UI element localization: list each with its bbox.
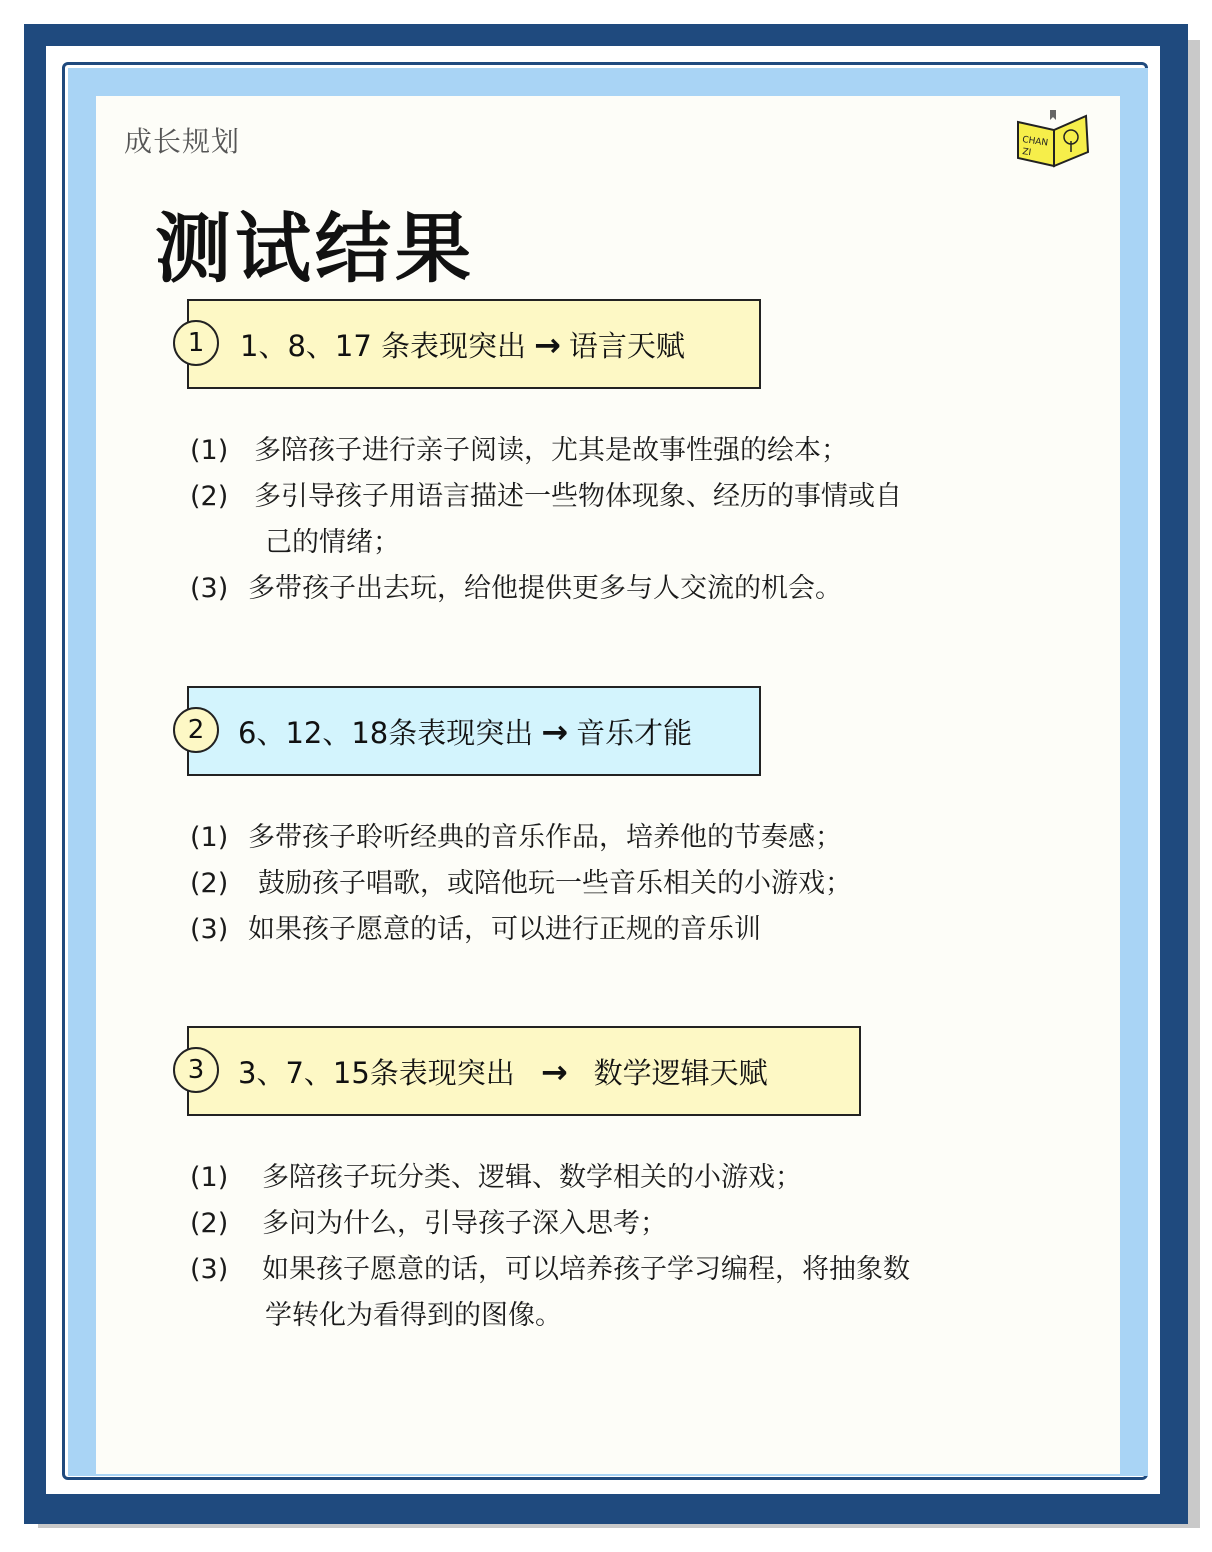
result-talent-1: 语言天赋 [568, 329, 685, 363]
result-criteria-3: 3、7、15条表现突出 [238, 1056, 515, 1090]
item-index: (2) [190, 868, 229, 899]
result-heading-3 [238, 1051, 768, 1092]
item-text: 多陪孩子进行亲子阅读，尤其是故事性强的绘本； [254, 435, 848, 466]
result-heading-1 [240, 324, 685, 365]
list-item [190, 1247, 910, 1286]
logo-text-line2: ZI [1021, 147, 1032, 159]
item-text: 多带孩子聆听经典的音乐作品，培养他的节奏感； [248, 822, 842, 853]
list-item-continuation: 学转化为看得到的图像。 [265, 1300, 562, 1331]
item-text: 鼓励孩子唱歌，或陪他玩一些音乐相关的小游戏； [258, 868, 852, 899]
item-index: (3) [190, 1254, 229, 1285]
result-criteria-1: 1、8、17 条表现突出 [240, 329, 527, 363]
category-label: 成长规划 [124, 125, 241, 158]
item-index: (1) [190, 1162, 229, 1193]
list-item-continuation: 己的情绪； [265, 527, 400, 558]
arrow-right-icon: → [534, 326, 561, 364]
book-logo-icon [1014, 108, 1094, 170]
list-item [190, 815, 842, 854]
list-item [190, 474, 902, 513]
list-item [190, 566, 842, 605]
item-text: 多问为什么，引导孩子深入思考； [262, 1208, 667, 1239]
page-title: 测试结果 [155, 204, 475, 293]
logo-text-line1: CHAN [1021, 135, 1049, 149]
item-index: (3) [190, 573, 229, 604]
item-index: (2) [190, 1208, 229, 1239]
arrow-right-icon: → [540, 1053, 568, 1091]
item-index: (3) [190, 914, 229, 945]
list-item [190, 861, 852, 900]
section-number-1: 1 [173, 320, 219, 366]
item-index: (1) [190, 822, 229, 853]
list-item [190, 1201, 667, 1240]
result-talent-2: 音乐才能 [576, 716, 693, 750]
list-item [190, 907, 761, 946]
list-item [190, 428, 848, 467]
section-number-3: 3 [173, 1047, 219, 1093]
section-number-2: 2 [173, 707, 219, 753]
item-index: (2) [190, 481, 229, 512]
item-text: 如果孩子愿意的话，可以进行正规的音乐训 [248, 914, 761, 945]
item-text: 多陪孩子玩分类、逻辑、数学相关的小游戏； [262, 1162, 802, 1193]
result-talent-3: 数学逻辑天赋 [593, 1056, 768, 1090]
item-index: (1) [190, 435, 229, 466]
item-text: 多带孩子出去玩，给他提供更多与人交流的机会。 [248, 573, 842, 604]
result-heading-2 [238, 711, 692, 752]
arrow-right-icon: → [541, 713, 569, 751]
item-text: 如果孩子愿意的话，可以培养孩子学习编程，将抽象数 [262, 1254, 910, 1285]
item-text: 多引导孩子用语言描述一些物体现象、经历的事情或自 [254, 481, 902, 512]
list-item [190, 1155, 802, 1194]
result-criteria-2: 6、12、18条表现突出 [238, 716, 534, 750]
